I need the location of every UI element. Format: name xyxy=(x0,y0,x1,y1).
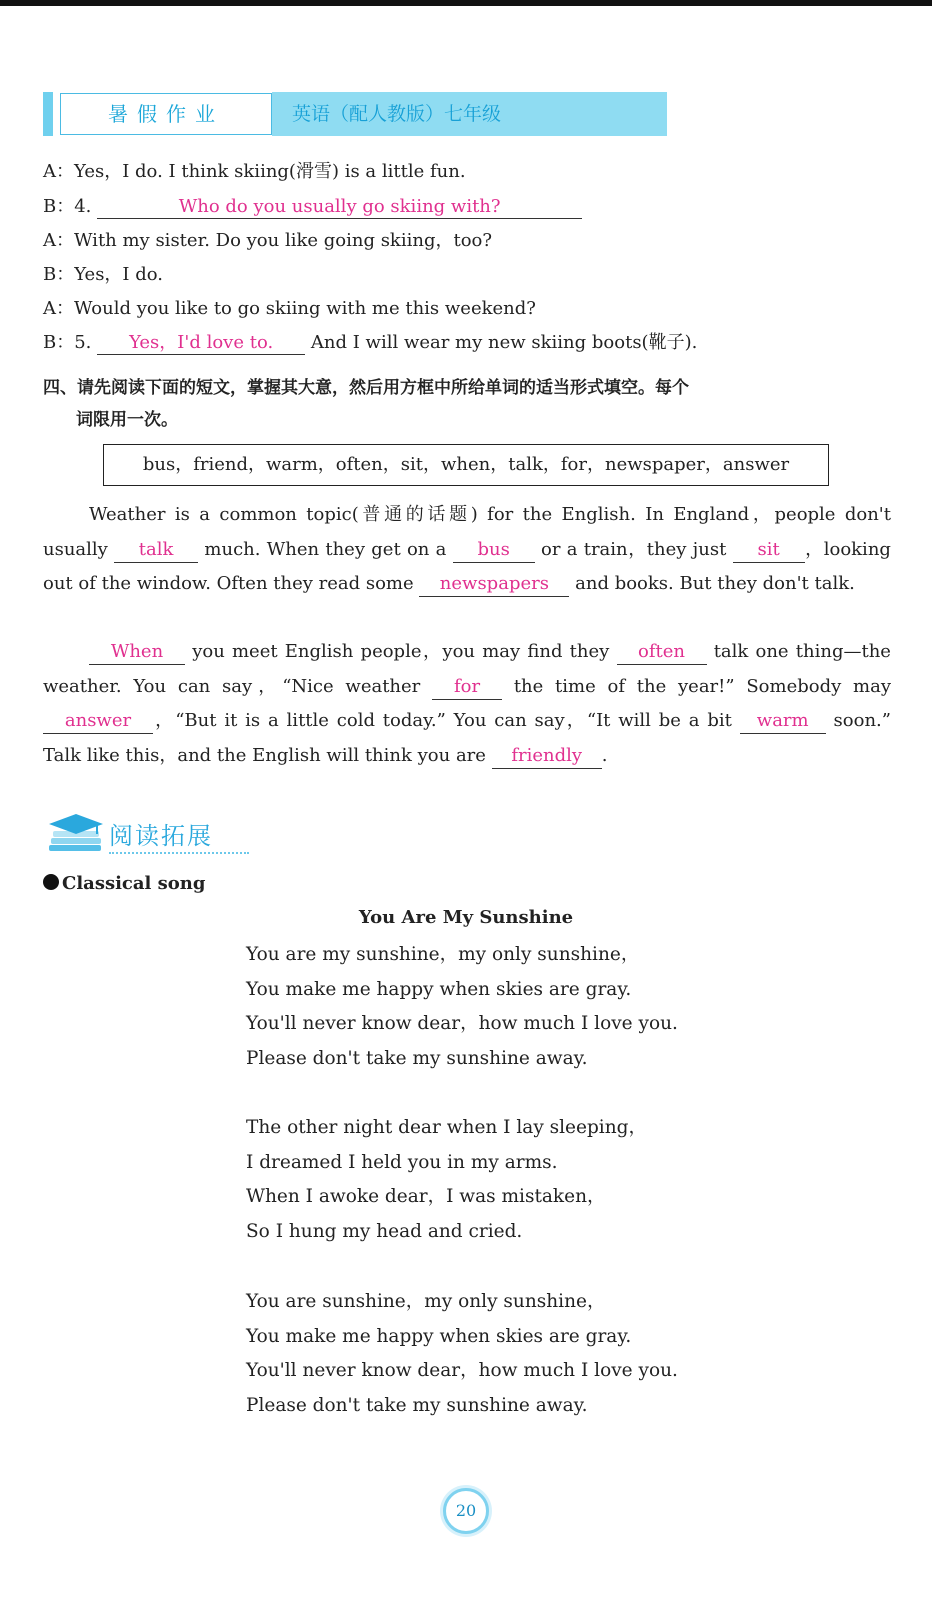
page-header xyxy=(43,92,667,136)
section-4-instructions xyxy=(43,372,893,436)
lyric-line: You make me happy when skies are gray. xyxy=(246,1325,632,1347)
dialog-line-5 xyxy=(43,297,536,321)
lyric-line: Please don't take my sunshine away. xyxy=(246,1394,588,1416)
dialog-text: B：4. xyxy=(43,196,92,217)
passage-text: . xyxy=(601,744,608,766)
passage-paragraph-2 xyxy=(43,635,891,773)
song-label xyxy=(43,873,205,894)
header-book-title: 英语（配人教版）七年级 xyxy=(272,92,667,136)
lyric-line: When I awoke dear，I was mistaken， xyxy=(246,1186,606,1207)
page-number: 20 xyxy=(443,1488,489,1534)
passage-text: Weather is a common topic(普通的话题) for the English. In England，people don't usually xyxy=(43,504,891,560)
answer-blank[interactable]: Yes，I'd love to. xyxy=(97,332,305,355)
song-title: You Are My Sunshine xyxy=(358,907,574,928)
dialog-line-6 xyxy=(43,331,697,355)
reading-section-heading xyxy=(47,812,247,862)
dialog-text: A：With my sister. Do you like going skiing，too? xyxy=(43,230,493,251)
passage-text: talk one thing—the weather. You can say，“Nice weather xyxy=(43,641,891,697)
header-strip xyxy=(43,92,53,136)
passage-text: or a train，they just xyxy=(540,538,727,560)
answer-blank[interactable]: bus xyxy=(453,538,535,563)
answer-blank[interactable]: When xyxy=(89,640,185,665)
bullet-icon xyxy=(43,874,59,890)
passage-text: and books. But they don't talk. xyxy=(575,573,855,594)
passage-text: the time of the year!” Somebody may xyxy=(513,675,892,697)
dialog-text: B：5. xyxy=(43,332,92,353)
passage-paragraph-1 xyxy=(43,498,891,602)
lyric-line: You are sunshine，my only sunshine， xyxy=(246,1291,606,1312)
header-series-title: 暑假作业 xyxy=(60,93,272,135)
lyric-line: You'll never know dear，how much I love you. xyxy=(246,1013,678,1034)
lyric-line: You are my sunshine，my only sunshine， xyxy=(246,944,640,965)
dialog-text: A：Would you like to go skiing with me this weekend? xyxy=(43,298,536,319)
answer-blank[interactable]: Who do you usually go skiing with? xyxy=(97,196,582,219)
answer-blank[interactable]: often xyxy=(617,640,707,665)
song-label-text: Classical song xyxy=(62,873,206,894)
lyric-line: The other night dear when I lay sleeping， xyxy=(246,1117,647,1138)
section-4-title: 四、请先阅读下面的短文，掌握其大意，然后用方框中所给单词的适当形式填空。每个 xyxy=(43,378,689,398)
dialog-line-2 xyxy=(43,195,582,219)
passage-text: you meet English people，you may find they xyxy=(192,641,610,662)
passage-text: ，“But it is a little cold today.” You can say，“It will be a bit xyxy=(153,710,732,731)
lyric-line: You make me happy when skies are gray. xyxy=(246,978,632,1000)
song-verse-1 xyxy=(246,938,678,1076)
passage-text: much. When they get on a xyxy=(204,538,447,560)
answer-blank[interactable]: friendly xyxy=(492,744,602,769)
lyric-line: I dreamed I held you in my arms. xyxy=(246,1151,558,1173)
lyric-line: You'll never know dear，how much I love you. xyxy=(246,1360,678,1381)
dialog-line-3 xyxy=(43,229,492,253)
song-verse-3 xyxy=(246,1285,678,1423)
answer-blank[interactable]: talk xyxy=(114,538,198,563)
reading-heading-title: 阅读拓展 xyxy=(109,822,213,850)
dialog-line-1 xyxy=(43,160,466,184)
heading-underline xyxy=(109,852,249,854)
dialog-text: And I will wear my new skiing boots(靴子). xyxy=(310,332,698,353)
top-border xyxy=(0,0,932,6)
section-4-title-cont: 词限用一次。 xyxy=(76,410,178,430)
lyric-line: Please don't take my sunshine away. xyxy=(246,1047,588,1069)
dialog-line-4 xyxy=(43,263,163,287)
lyric-line: So I hung my head and cried. xyxy=(246,1220,523,1242)
passage-text: soon.” Talk like this，and the English will think you are xyxy=(43,710,891,766)
answer-blank[interactable]: newspapers xyxy=(419,572,569,597)
passage-text: ，looking out of the window. Often they read some xyxy=(43,538,891,594)
answer-blank[interactable]: sit xyxy=(733,538,805,563)
word-bank: bus，friend，warm，often，sit，when，talk，for，newspaper，answer xyxy=(103,444,829,486)
dialog-text: B：Yes，I do. xyxy=(43,264,164,285)
dialog-text: A：Yes，I do. I think skiing(滑雪) is a little fun. xyxy=(43,161,466,182)
answer-blank[interactable]: for xyxy=(432,675,502,700)
song-verse-2 xyxy=(246,1111,647,1249)
graduation-cap-icon xyxy=(47,812,105,856)
answer-blank[interactable]: answer xyxy=(43,709,153,734)
answer-blank[interactable]: warm xyxy=(740,709,826,734)
